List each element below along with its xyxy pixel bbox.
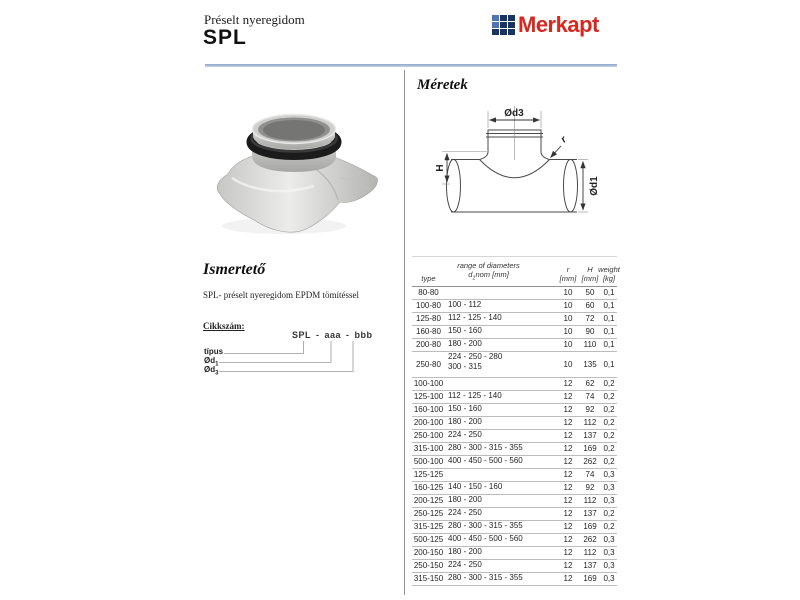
article-code-dash: -: [316, 330, 320, 340]
cell-weight: 0,1: [603, 327, 615, 336]
cell-r: 10: [563, 314, 573, 323]
cell-weight: 0,2: [603, 457, 615, 466]
merkapt-logo-text: Merkapt: [518, 12, 599, 37]
cell-r: 12: [563, 561, 573, 570]
cell-weight: 0,2: [603, 379, 615, 388]
table-row: [412, 430, 617, 443]
cell-range: 224 - 250: [448, 508, 482, 517]
col-header-r: r [mm]: [559, 265, 577, 283]
cell-range: 180 - 200: [448, 339, 482, 348]
cell-r: 10: [563, 340, 573, 349]
cell-r: 12: [563, 535, 573, 544]
col-header-range: range of diameters $d_1nom$ [mm]: [457, 260, 520, 281]
cell-range: 224 - 250: [448, 430, 482, 439]
cell-r: 12: [563, 379, 573, 388]
cell-type: 100-80: [416, 301, 441, 310]
cell-H: 137: [583, 431, 597, 440]
cell-weight: 0,1: [603, 288, 615, 297]
cell-r: 12: [563, 405, 573, 414]
cell-weight: 0,1: [603, 301, 615, 310]
cell-r: 10: [563, 288, 573, 297]
cell-type: 160-100: [413, 405, 444, 414]
cell-r: 10: [563, 301, 573, 310]
cell-type: 100-100: [413, 379, 444, 388]
legend-d1: $Ød_1$: [204, 356, 219, 368]
cell-type: 500-125: [413, 535, 444, 544]
table-row: [412, 547, 617, 560]
cell-r: 12: [563, 522, 573, 531]
cell-H: 62: [585, 379, 595, 388]
cell-r: 12: [563, 457, 573, 466]
merkapt-grid-icon: [492, 15, 515, 35]
cell-H: 50: [585, 288, 595, 297]
table-row: [412, 495, 617, 508]
cell-r: 12: [563, 574, 573, 583]
cell-type: 200-150: [413, 548, 444, 557]
table-row: [412, 469, 617, 482]
cell-r: 12: [563, 548, 573, 557]
cell-r: 12: [563, 392, 573, 401]
section-title-meretek: Méretek: [417, 77, 468, 93]
cell-weight: 0,3: [603, 535, 615, 544]
article-number-label: Cikkszám:: [203, 321, 245, 331]
cell-type: 125-125: [413, 470, 444, 479]
cell-type: 250-100: [413, 431, 444, 440]
legend-tipus: típus: [204, 347, 224, 356]
cell-range: 140 - 150 - 160: [448, 482, 503, 491]
article-code-type: SPL: [292, 330, 312, 340]
cell-weight: 0,2: [603, 431, 615, 440]
cell-range: 280 - 300 - 315 - 355: [448, 573, 523, 582]
table-row: [412, 339, 617, 352]
cell-range: 280 - 300 - 315 - 355: [448, 443, 523, 452]
cell-weight: 0,3: [603, 470, 615, 479]
cell-type: 125-100: [413, 392, 444, 401]
size-table-body: [412, 287, 617, 586]
product-photo: [198, 86, 394, 238]
cell-range: 112 - 125 - 140: [448, 391, 502, 400]
cell-H: 112: [583, 418, 597, 427]
table-row: [412, 573, 617, 586]
product-subtitle: Préselt nyeregidom: [204, 12, 305, 27]
cell-weight: 0,3: [603, 483, 615, 492]
cell-H: 135: [583, 359, 597, 369]
cell-H: 262: [583, 457, 597, 466]
cell-range: 180 - 200: [448, 495, 482, 504]
cell-type: 160-80: [416, 327, 441, 336]
legend-d3: $Ød_3$: [204, 365, 219, 377]
table-row: [412, 404, 617, 417]
cell-type: 200-80: [416, 340, 441, 349]
cell-H: 90: [585, 327, 595, 336]
cell-range: 400 - 450 - 500 - 560: [448, 456, 523, 465]
table-row: [412, 313, 617, 326]
cell-r: 12: [563, 509, 573, 518]
cell-H: 262: [583, 535, 597, 544]
cell-H: 112: [583, 548, 597, 557]
cell-r: 12: [563, 496, 573, 505]
cell-range: 100 - 112: [448, 300, 482, 309]
cell-weight: 0,1: [603, 314, 615, 323]
cell-type: 125-80: [416, 314, 441, 323]
table-row: [412, 326, 617, 339]
cell-range: 224 - 250 - 280 300 - 315: [448, 352, 503, 371]
diagram-label-d1: Ød1: [589, 176, 600, 196]
dimension-diagram: [425, 98, 610, 223]
table-row: [412, 352, 617, 378]
cell-type: 250-150: [413, 561, 444, 570]
col-header-weight: weight [kg]: [598, 265, 620, 283]
cell-range: 180 - 200: [448, 547, 482, 556]
table-row: [412, 287, 617, 300]
cell-range: [445, 287, 557, 299]
cell-type: 315-100: [413, 444, 444, 453]
cell-weight: 0,1: [603, 359, 615, 369]
product-description: SPL- préselt nyeregidom EPDM tömítéssel: [203, 290, 359, 300]
cell-r: 12: [563, 431, 573, 440]
cell-H: 92: [585, 483, 595, 492]
cell-range: [445, 378, 557, 390]
cell-H: 169: [583, 522, 597, 531]
cell-weight: 0,3: [603, 496, 615, 505]
col-header-type: type: [421, 274, 436, 283]
article-code-bbb: bbb: [354, 330, 373, 340]
cell-type: 315-125: [413, 522, 444, 531]
cell-H: 60: [585, 301, 595, 310]
article-code-leader-lines: [200, 328, 365, 382]
cell-type: 160-125: [413, 483, 444, 492]
cell-r: 12: [563, 418, 573, 427]
column-divider: [404, 70, 405, 595]
table-row: [412, 417, 617, 430]
article-code-dash2: -: [346, 330, 350, 340]
diagram-label-r: r: [558, 134, 569, 146]
table-row: [412, 300, 617, 313]
cell-weight: 0,2: [603, 444, 615, 453]
diagram-label-d3: Ød3: [504, 108, 524, 119]
cell-H: 137: [583, 561, 597, 570]
cell-range: 400 - 450 - 500 - 560: [448, 534, 523, 543]
cell-range: 150 - 160: [448, 326, 482, 335]
cell-range: [445, 469, 557, 481]
cell-r: 12: [563, 470, 573, 479]
cell-range: 224 - 250: [448, 560, 482, 569]
cell-type: 200-100: [413, 418, 444, 427]
cell-type: 315-150: [413, 574, 444, 583]
cell-r: 10: [563, 327, 573, 336]
cell-weight: 0,3: [603, 574, 615, 583]
size-table-header: [412, 257, 620, 287]
cell-type: 80-80: [418, 288, 439, 297]
diagram-label-H: H: [435, 164, 446, 172]
cell-r: 12: [563, 444, 573, 453]
cell-r: 10: [563, 359, 573, 369]
table-row: [412, 456, 617, 469]
table-row: [412, 391, 617, 404]
cell-range: 180 - 200: [448, 417, 482, 426]
cell-type: 250-125: [413, 509, 444, 518]
table-row: [412, 534, 617, 547]
cell-range: 150 - 160: [448, 404, 482, 413]
col-header-H: H [mm]: [581, 265, 599, 283]
cell-weight: 0,2: [603, 418, 615, 427]
table-row: [412, 521, 617, 534]
cell-weight: 0,2: [603, 509, 615, 518]
section-title-ismerteto: Ismertető: [203, 261, 266, 278]
cell-H: 169: [583, 444, 597, 453]
cell-type: 500-100: [413, 457, 444, 466]
cell-weight: 0,3: [603, 561, 615, 570]
cell-weight: 0,3: [603, 548, 615, 557]
article-code-aaa: aaa: [324, 330, 342, 340]
cell-type: 200-125: [413, 496, 444, 505]
cell-weight: 0,1: [603, 340, 615, 349]
header-rule: [205, 64, 617, 67]
cell-H: 169: [583, 574, 597, 583]
cell-range: 280 - 300 - 315 - 355: [448, 521, 523, 530]
cell-H: 72: [585, 314, 595, 323]
table-row: [412, 482, 617, 495]
cell-type: 250-80: [416, 359, 441, 369]
cell-H: 137: [583, 509, 597, 518]
cell-weight: 0,2: [603, 405, 615, 414]
cell-H: 112: [583, 496, 597, 505]
cell-weight: 0,2: [603, 522, 615, 531]
merkapt-logo: [492, 12, 599, 38]
cell-r: 12: [563, 483, 573, 492]
cell-weight: 0,2: [603, 392, 615, 401]
table-row: [412, 443, 617, 456]
cell-H: 74: [585, 392, 595, 401]
table-row: [412, 508, 617, 521]
cell-H: 110: [583, 340, 597, 349]
product-title: SPL: [203, 26, 247, 49]
cell-H: 92: [585, 405, 595, 414]
size-table: [412, 256, 620, 586]
table-row: [412, 378, 617, 391]
table-row: [412, 560, 617, 573]
cell-H: 74: [585, 470, 595, 479]
cell-range: 112 - 125 - 140: [448, 313, 502, 322]
